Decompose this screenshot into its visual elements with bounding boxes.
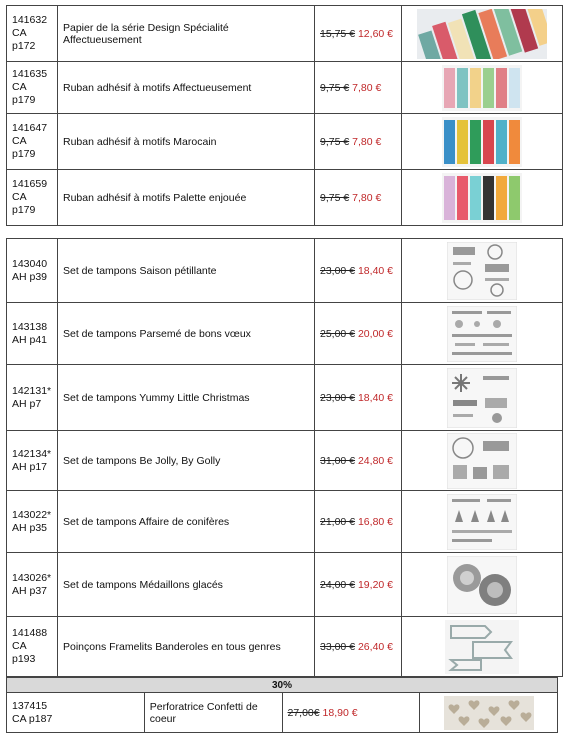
catalog-page: AH p39: [12, 270, 48, 283]
catalog-page: CA p179: [12, 81, 36, 106]
price-cell: [315, 491, 402, 553]
washi-tape-image: [442, 117, 522, 167]
product-name: Ruban adhésif à motifs Palette enjouée: [58, 170, 315, 226]
sale-price: 12,60 €: [357, 27, 394, 40]
product-image-cell: [402, 114, 563, 170]
product-code: 142131*: [12, 384, 52, 397]
stamp-set-image: [447, 306, 517, 362]
product-ref-cell: [7, 553, 58, 617]
product-image-cell: [402, 617, 563, 677]
product-ref-cell: [7, 491, 58, 553]
sale-price: 18,40 €: [357, 391, 394, 404]
price-cell: [315, 431, 402, 491]
old-price: 23,00 €: [320, 264, 356, 277]
old-price: 25,00 €: [320, 327, 356, 340]
paper-rolls-image: [417, 9, 547, 59]
old-price: 21,00 €: [320, 515, 356, 528]
catalog-page: AH p35: [12, 521, 48, 534]
sale-price: 18,90 €: [322, 706, 358, 719]
sale-price: 26,40 €: [357, 640, 394, 653]
catalog-page: CA p193: [12, 640, 36, 665]
heart-confetti-image: [444, 696, 534, 730]
product-name: Set de tampons Affaire de conifères: [58, 491, 315, 553]
product-ref-cell: [7, 303, 58, 365]
product-image-cell: [402, 553, 563, 617]
product-name: Set de tampons Yummy Little Christmas: [58, 365, 315, 431]
discount-band: 30%: [7, 678, 558, 693]
catalog-page: CA p179: [12, 191, 36, 216]
product-image-cell: [402, 303, 563, 365]
sale-price: 18,40 €: [357, 264, 394, 277]
product-image-cell: [402, 365, 563, 431]
product-name: Set de tampons Médaillons glacés: [58, 553, 315, 617]
product-table-punches: [6, 677, 558, 733]
table-row: [7, 114, 563, 170]
catalog-page: AH p41: [12, 333, 48, 346]
catalog-page: CA p179: [12, 135, 36, 160]
table-row: [7, 6, 563, 62]
table-row: [7, 553, 563, 617]
product-ref-cell: [7, 239, 58, 303]
table-row: [7, 303, 563, 365]
product-code: 143138: [12, 320, 48, 333]
product-image-cell: [402, 431, 563, 491]
table-row: [7, 239, 563, 303]
price-cell: [282, 693, 420, 733]
old-price: 9,75 €: [320, 81, 350, 94]
price-cell: [315, 170, 402, 226]
price-cell: [315, 114, 402, 170]
washi-tape-image: [442, 173, 522, 223]
washi-tape-image: [442, 65, 522, 111]
product-image-cell: [420, 693, 558, 733]
stamp-set-image: [447, 494, 517, 550]
old-price: 9,75 €: [320, 191, 350, 204]
product-name: Perforatrice Confetti de coeur: [144, 693, 282, 733]
price-cell: [315, 617, 402, 677]
product-code: 142134*: [12, 447, 52, 460]
table-row: [7, 431, 563, 491]
product-image-cell: [402, 170, 563, 226]
sale-price: 19,20 €: [357, 578, 394, 591]
product-ref-cell: [7, 114, 58, 170]
old-price: 27,00€: [287, 706, 320, 719]
old-price: 31,00 €: [320, 454, 356, 467]
price-cell: [315, 239, 402, 303]
stamp-set-image: [447, 242, 517, 300]
product-code: 137415: [12, 699, 48, 712]
price-cell: [315, 553, 402, 617]
product-ref-cell: [7, 62, 58, 114]
product-table-papers-tapes: [6, 5, 563, 226]
product-ref-cell: [7, 365, 58, 431]
product-image-cell: [402, 62, 563, 114]
product-code: 141635: [12, 68, 48, 80]
stamp-set-image: [447, 556, 517, 614]
product-code: 141488: [12, 627, 48, 639]
product-image-cell: [402, 6, 563, 62]
table-row: [7, 491, 563, 553]
table-row: [7, 365, 563, 431]
catalog-page: AH p7: [12, 397, 42, 410]
product-ref-cell: [7, 170, 58, 226]
product-code: 143022*: [12, 508, 52, 521]
sale-price: 7,80 €: [352, 135, 382, 148]
product-image-cell: [402, 239, 563, 303]
product-name: Set de tampons Parsemé de bons vœux: [58, 303, 315, 365]
product-code: 143026*: [12, 571, 52, 584]
sale-price: 7,80 €: [352, 81, 382, 94]
price-cell: [315, 303, 402, 365]
table-row: [7, 693, 558, 733]
catalog-page: AH p17: [12, 460, 48, 473]
catalog-page: CA p172: [12, 27, 36, 52]
price-cell: [315, 62, 402, 114]
sale-price: 16,80 €: [357, 515, 394, 528]
catalog-page: AH p37: [12, 584, 48, 597]
product-name: Set de tampons Be Jolly, By Golly: [58, 431, 315, 491]
old-price: 33,00 €: [320, 640, 356, 653]
product-name: Set de tampons Saison pétillante: [58, 239, 315, 303]
product-name: Ruban adhésif à motifs Affectueusement: [58, 62, 315, 114]
product-ref-cell: [7, 693, 145, 733]
product-code: 141632: [12, 14, 48, 26]
old-price: 24,00 €: [320, 578, 356, 591]
product-name: Poinçons Framelits Banderoles en tous genres: [58, 617, 315, 677]
stamp-set-image: [447, 433, 517, 489]
price-cell: [315, 365, 402, 431]
discount-band-row: [7, 678, 558, 693]
old-price: 15,75 €: [320, 27, 356, 40]
sale-price: 24,80 €: [357, 454, 394, 467]
old-price: 9,75 €: [320, 135, 350, 148]
table-row: [7, 170, 563, 226]
metal-dies-image: [445, 620, 519, 674]
product-table-stamps: [6, 238, 563, 677]
product-ref-cell: [7, 617, 58, 677]
table-row: [7, 62, 563, 114]
catalog-page: CA p187: [12, 712, 53, 725]
table-row: [7, 617, 563, 677]
product-ref-cell: [7, 6, 58, 62]
product-name: Ruban adhésif à motifs Marocain: [58, 114, 315, 170]
product-code: 143040: [12, 257, 48, 270]
product-image-cell: [402, 491, 563, 553]
stamp-set-image: [447, 368, 517, 428]
product-name: Papier de la série Design Spécialité Affectueusement: [58, 6, 315, 62]
old-price: 23,00 €: [320, 391, 356, 404]
sale-price: 7,80 €: [352, 191, 382, 204]
product-code: 141647: [12, 122, 48, 134]
product-code: 141659: [12, 178, 48, 190]
sale-price: 20,00 €: [357, 327, 394, 340]
product-ref-cell: [7, 431, 58, 491]
price-cell: [315, 6, 402, 62]
